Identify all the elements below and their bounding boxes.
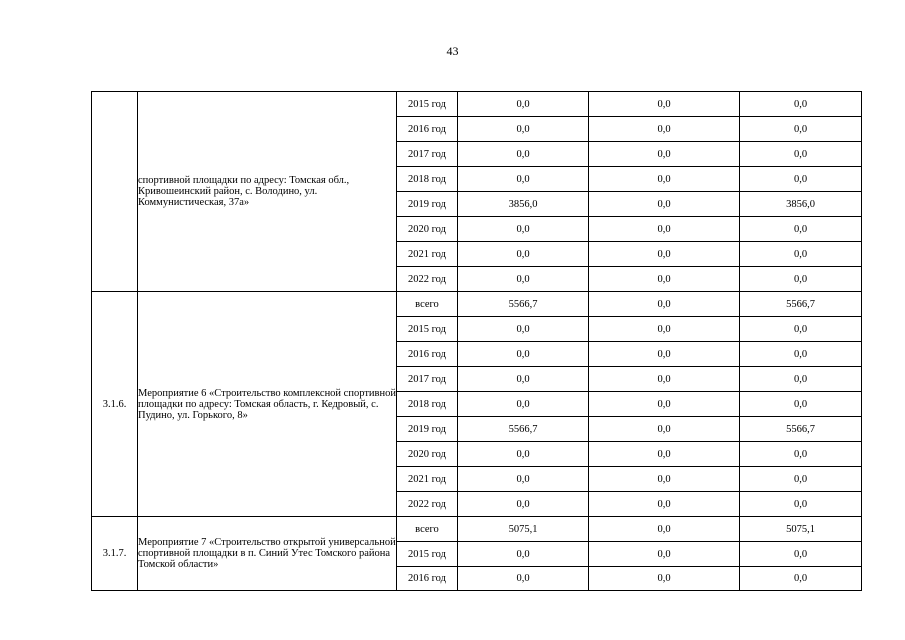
- year-cell: 2017 год: [397, 367, 458, 392]
- value-cell: 5075,1: [740, 517, 862, 542]
- value-cell: 0,0: [589, 417, 740, 442]
- value-cell: 0,0: [589, 542, 740, 567]
- value-cell: 0,0: [740, 567, 862, 591]
- value-cell: 0,0: [589, 292, 740, 317]
- year-cell: 2020 год: [397, 217, 458, 242]
- measure-description: спортивной площадки по адресу: Томская обл., Кривошеинский район, с. Володино, ул. Коммунистическая, 37а»: [138, 92, 397, 292]
- year-cell: 2022 год: [397, 492, 458, 517]
- total-cell: 0,0: [458, 542, 589, 567]
- measure-description: Мероприятие 6 «Строительство комплексной спортивной площадки по адресу: Томская область, г. Кедровый, с. Пудино, ул. Горького, 8»: [138, 292, 397, 517]
- value-cell: 0,0: [740, 217, 862, 242]
- value-cell: 5566,7: [740, 292, 862, 317]
- total-cell: 0,0: [458, 242, 589, 267]
- value-cell: 0,0: [589, 192, 740, 217]
- total-cell: 0,0: [458, 492, 589, 517]
- total-cell: 0,0: [458, 92, 589, 117]
- value-cell: 0,0: [740, 142, 862, 167]
- year-cell: 2018 год: [397, 392, 458, 417]
- total-cell: 0,0: [458, 392, 589, 417]
- value-cell: 0,0: [589, 442, 740, 467]
- value-cell: 0,0: [589, 517, 740, 542]
- value-cell: 0,0: [740, 392, 862, 417]
- year-cell: 2015 год: [397, 92, 458, 117]
- measure-number: 3.1.6.: [92, 292, 138, 517]
- year-cell: 2016 год: [397, 342, 458, 367]
- value-cell: 0,0: [740, 467, 862, 492]
- year-cell: 2015 год: [397, 317, 458, 342]
- total-cell: 5566,7: [458, 417, 589, 442]
- value-cell: 0,0: [589, 492, 740, 517]
- total-cell: 0,0: [458, 117, 589, 142]
- value-cell: 0,0: [589, 142, 740, 167]
- year-cell: 2021 год: [397, 467, 458, 492]
- total-cell: 0,0: [458, 217, 589, 242]
- value-cell: 0,0: [740, 92, 862, 117]
- year-cell: 2016 год: [397, 567, 458, 591]
- value-cell: 0,0: [589, 117, 740, 142]
- value-cell: 0,0: [740, 267, 862, 292]
- value-cell: 0,0: [589, 92, 740, 117]
- measure-number: 3.1.7.: [92, 517, 138, 591]
- value-cell: 0,0: [589, 217, 740, 242]
- value-cell: 5566,7: [740, 417, 862, 442]
- value-cell: 0,0: [740, 492, 862, 517]
- value-cell: 0,0: [589, 167, 740, 192]
- value-cell: 0,0: [589, 392, 740, 417]
- total-cell: 0,0: [458, 342, 589, 367]
- value-cell: 0,0: [589, 567, 740, 591]
- year-cell: 2019 год: [397, 192, 458, 217]
- value-cell: 3856,0: [740, 192, 862, 217]
- year-cell: 2020 год: [397, 442, 458, 467]
- value-cell: 0,0: [740, 442, 862, 467]
- value-cell: 0,0: [740, 167, 862, 192]
- total-cell: 0,0: [458, 467, 589, 492]
- year-cell: 2022 год: [397, 267, 458, 292]
- total-cell: 5075,1: [458, 517, 589, 542]
- total-cell: 0,0: [458, 267, 589, 292]
- total-cell: 0,0: [458, 367, 589, 392]
- total-cell: 0,0: [458, 442, 589, 467]
- total-cell: 0,0: [458, 167, 589, 192]
- total-cell: 0,0: [458, 567, 589, 591]
- year-cell: 2018 год: [397, 167, 458, 192]
- measure-number: [92, 92, 138, 292]
- value-cell: 0,0: [740, 342, 862, 367]
- value-cell: 0,0: [740, 117, 862, 142]
- value-cell: 0,0: [589, 367, 740, 392]
- table-row: [92, 292, 862, 317]
- value-cell: 0,0: [740, 367, 862, 392]
- year-cell: всего: [397, 292, 458, 317]
- year-cell: 2019 год: [397, 417, 458, 442]
- measure-description: Мероприятие 7 «Строительство открытой универсальной спортивной площадки в п. Синий Утес Томского района Томской области»: [138, 517, 397, 591]
- year-cell: 2017 год: [397, 142, 458, 167]
- value-cell: 0,0: [740, 542, 862, 567]
- budget-table: [91, 91, 862, 591]
- value-cell: 0,0: [589, 467, 740, 492]
- year-cell: 2021 год: [397, 242, 458, 267]
- year-cell: 2016 год: [397, 117, 458, 142]
- page-number: 43: [446, 44, 459, 58]
- total-cell: 0,0: [458, 142, 589, 167]
- total-cell: 5566,7: [458, 292, 589, 317]
- total-cell: 3856,0: [458, 192, 589, 217]
- value-cell: 0,0: [740, 242, 862, 267]
- year-cell: 2015 год: [397, 542, 458, 567]
- year-cell: всего: [397, 517, 458, 542]
- table-row: [92, 517, 862, 542]
- total-cell: 0,0: [458, 317, 589, 342]
- value-cell: 0,0: [589, 242, 740, 267]
- value-cell: 0,0: [740, 317, 862, 342]
- value-cell: 0,0: [589, 317, 740, 342]
- value-cell: 0,0: [589, 267, 740, 292]
- table-row: [92, 92, 862, 117]
- value-cell: 0,0: [589, 342, 740, 367]
